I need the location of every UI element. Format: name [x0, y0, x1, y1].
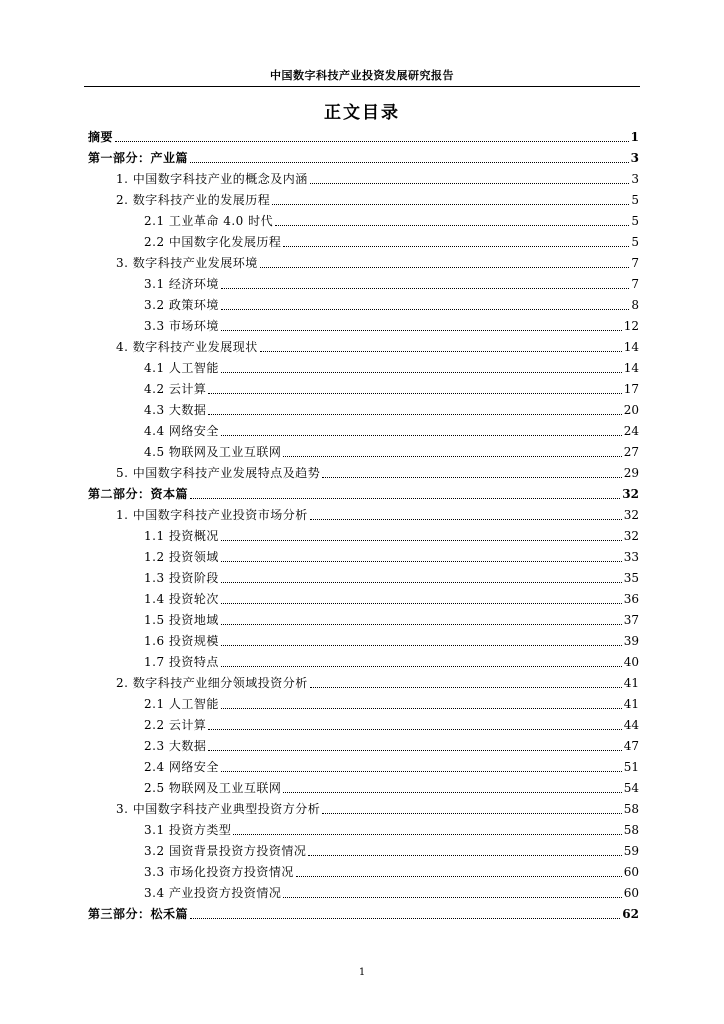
toc-entry-label: 1.7 投资特点 — [144, 655, 219, 669]
toc-dot-leader — [208, 404, 621, 415]
toc-entry[interactable] — [88, 733, 639, 754]
toc-entry-page: 40 — [623, 655, 639, 669]
toc-dot-leader — [275, 215, 629, 226]
toc-entry-label: 4.1 人工智能 — [144, 361, 219, 375]
toc-entry-label: 2.2 云计算 — [144, 718, 207, 732]
toc-entry-page: 32 — [623, 508, 639, 522]
toc-dot-leader — [221, 551, 622, 562]
toc-entry[interactable] — [88, 229, 639, 250]
toc-entry-label: 第三部分：松禾篇 — [88, 907, 189, 921]
toc-entry[interactable] — [88, 838, 639, 859]
toc-entry-page: 41 — [623, 676, 639, 690]
toc-entry[interactable] — [88, 523, 639, 544]
toc-entry[interactable] — [88, 187, 639, 208]
toc-entry[interactable] — [88, 691, 639, 712]
toc-entry-page: 14 — [623, 340, 639, 354]
toc-dot-leader — [221, 299, 629, 310]
toc-entry-page: 20 — [623, 403, 639, 417]
toc-entry[interactable] — [88, 544, 639, 565]
toc-entry-page: 8 — [631, 298, 639, 312]
toc-entry-label: 3.1 投资方类型 — [144, 823, 232, 837]
toc-entry[interactable] — [88, 439, 639, 460]
toc-entry-label: 5. 中国数字科技产业发展特点及趋势 — [116, 466, 321, 480]
toc-dot-leader — [221, 362, 622, 373]
toc-dot-leader — [310, 173, 629, 184]
toc-entry-label: 2.1 工业革命 4.0 时代 — [144, 214, 274, 228]
toc-entry-page: 58 — [623, 823, 639, 837]
toc-dot-leader — [322, 803, 621, 814]
toc-dot-leader — [283, 236, 629, 247]
toc-entry-label: 3.3 市场环境 — [144, 319, 219, 333]
toc-entry-label: 2.2 中国数字化发展历程 — [144, 235, 282, 249]
toc-entry-page: 17 — [623, 382, 639, 396]
toc-entry[interactable] — [88, 418, 639, 439]
toc-entry-page: 24 — [623, 424, 639, 438]
toc-entry-label: 1. 中国数字科技产业的概念及内涵 — [116, 172, 308, 186]
toc-entry-page: 44 — [623, 718, 639, 732]
toc-entry-label: 3.4 产业投资方投资情况 — [144, 886, 282, 900]
toc-entry-label: 2.3 大数据 — [144, 739, 207, 753]
toc-entry[interactable] — [88, 628, 639, 649]
toc-entry-label: 1.4 投资轮次 — [144, 592, 219, 606]
toc-dot-leader — [233, 824, 621, 835]
toc-entry-page: 37 — [623, 613, 639, 627]
toc-entry-label: 摘要 — [88, 130, 114, 144]
toc-dot-leader — [115, 131, 629, 142]
toc-dot-leader — [221, 593, 622, 604]
toc-entry-page: 59 — [623, 844, 639, 858]
toc-entry-page: 54 — [623, 781, 639, 795]
toc-entry[interactable] — [88, 565, 639, 586]
toc-entry[interactable] — [88, 250, 639, 271]
toc-dot-leader — [190, 152, 629, 163]
toc-dot-leader — [260, 341, 622, 352]
toc-entry-page: 47 — [623, 739, 639, 753]
toc-entry-page: 58 — [623, 802, 639, 816]
toc-entry-page: 27 — [623, 445, 639, 459]
toc-entry-page: 1 — [630, 130, 639, 144]
toc-entry-page: 36 — [623, 592, 639, 606]
toc-entry-page: 29 — [623, 466, 639, 480]
toc-entry-page: 7 — [631, 277, 639, 291]
toc-entry-label: 2.1 人工智能 — [144, 697, 219, 711]
toc-entry-page: 35 — [623, 571, 639, 585]
toc-entry-page: 33 — [623, 550, 639, 564]
toc-dot-leader — [221, 635, 622, 646]
toc-entry[interactable] — [88, 208, 639, 229]
toc-entry-label: 3.1 经济环境 — [144, 277, 219, 291]
toc-entry[interactable] — [88, 775, 639, 796]
toc-entry[interactable] — [88, 460, 639, 481]
toc-entry-page: 32 — [622, 487, 639, 501]
toc-dot-leader — [283, 887, 621, 898]
toc-entry-label: 1.5 投资地域 — [144, 613, 219, 627]
toc-entry[interactable] — [88, 670, 639, 691]
toc-entry[interactable] — [88, 124, 639, 145]
toc-dot-leader — [310, 509, 622, 520]
toc-entry-label: 第二部分：资本篇 — [88, 487, 189, 501]
toc-entry-page: 3 — [630, 151, 639, 165]
toc-entry-page: 60 — [623, 886, 639, 900]
toc-entry-label: 4.3 大数据 — [144, 403, 207, 417]
toc-entry-label: 第一部分：产业篇 — [88, 151, 189, 165]
toc-entry-label: 1. 中国数字科技产业投资市场分析 — [116, 508, 308, 522]
toc-dot-leader — [260, 257, 629, 268]
toc-entry-label: 4.2 云计算 — [144, 382, 207, 396]
toc-entry[interactable] — [88, 502, 639, 523]
toc-entry-label: 1.2 投资领域 — [144, 550, 219, 564]
toc-entry-page: 5 — [631, 235, 639, 249]
toc-entry[interactable] — [88, 145, 639, 166]
toc-dot-leader — [221, 614, 622, 625]
toc-entry-label: 4. 数字科技产业发展现状 — [116, 340, 258, 354]
toc-dot-leader — [221, 761, 622, 772]
toc-entry[interactable] — [88, 355, 639, 376]
toc-entry[interactable] — [88, 796, 639, 817]
toc-dot-leader — [221, 278, 629, 289]
toc-entry-page: 39 — [623, 634, 639, 648]
toc-entry-page: 3 — [631, 172, 639, 186]
toc-dot-leader — [322, 467, 621, 478]
toc-entry-page: 5 — [631, 214, 639, 228]
toc-entry-page: 60 — [623, 865, 639, 879]
toc-dot-leader — [308, 845, 621, 856]
toc-entry-page: 41 — [623, 697, 639, 711]
toc-dot-leader — [221, 320, 622, 331]
toc-entry-label: 3.2 国资背景投资方投资情况 — [144, 844, 307, 858]
toc-entry-page: 12 — [623, 319, 639, 333]
toc-entry[interactable] — [88, 607, 639, 628]
toc-dot-leader — [208, 740, 621, 751]
toc-entry[interactable] — [88, 271, 639, 292]
toc-entry-page: 14 — [623, 361, 639, 375]
toc-entry-page: 32 — [623, 529, 639, 543]
toc-dot-leader — [190, 488, 620, 499]
toc-dot-leader — [296, 866, 622, 877]
toc-entry[interactable] — [88, 166, 639, 187]
toc-entry-page: 51 — [623, 760, 639, 774]
toc-entry[interactable] — [88, 817, 639, 838]
toc-dot-leader — [190, 908, 620, 919]
toc-dot-leader — [221, 572, 622, 583]
toc-dot-leader — [283, 782, 621, 793]
toc-entry-page: 7 — [631, 256, 639, 270]
toc-entry[interactable] — [88, 712, 639, 733]
toc-entry-label: 1.1 投资概况 — [144, 529, 219, 543]
toc-entry-page: 5 — [631, 193, 639, 207]
toc-entry-label: 3.3 市场化投资方投资情况 — [144, 865, 294, 879]
page-number: 1 — [358, 967, 366, 978]
toc-dot-leader — [208, 719, 621, 730]
toc-dot-leader — [221, 698, 622, 709]
toc-entry[interactable] — [88, 292, 639, 313]
toc-entry-label: 2. 数字科技产业细分领域投资分析 — [116, 676, 308, 690]
toc-dot-leader — [310, 677, 622, 688]
toc-entry-label: 2. 数字科技产业的发展历程 — [116, 193, 271, 207]
header-rule — [84, 86, 640, 87]
toc-entry-label: 1.3 投资阶段 — [144, 571, 219, 585]
toc-entry-label: 1.6 投资规模 — [144, 634, 219, 648]
toc-title: 正文目录 — [324, 103, 400, 123]
toc-entry[interactable] — [88, 880, 639, 901]
toc-entry-page: 62 — [622, 907, 639, 921]
toc-dot-leader — [221, 425, 622, 436]
toc-entry[interactable] — [88, 586, 639, 607]
toc-entry-label: 3. 数字科技产业发展环境 — [116, 256, 258, 270]
toc-entry-label: 2.5 物联网及工业互联网 — [144, 781, 282, 795]
toc-entry[interactable] — [88, 376, 639, 397]
toc-entry-label: 4.4 网络安全 — [144, 424, 219, 438]
toc-entry[interactable] — [88, 397, 639, 418]
toc-dot-leader — [283, 446, 621, 457]
toc-dot-leader — [221, 656, 622, 667]
toc-entry-label: 3.2 政策环境 — [144, 298, 219, 312]
toc-entry[interactable] — [88, 901, 639, 922]
toc-entry[interactable] — [88, 649, 639, 670]
toc-entry[interactable] — [88, 313, 639, 334]
running-header: 中国数字科技产业投资发展研究报告 — [270, 69, 454, 82]
toc-entry[interactable] — [88, 754, 639, 775]
toc-entry-label: 4.5 物联网及工业互联网 — [144, 445, 282, 459]
toc-entry[interactable] — [88, 334, 639, 355]
toc-entry-label: 3. 中国数字科技产业典型投资方分析 — [116, 802, 321, 816]
toc-entry-label: 2.4 网络安全 — [144, 760, 219, 774]
toc-entry[interactable] — [88, 859, 639, 880]
toc-dot-leader — [272, 194, 629, 205]
toc-dot-leader — [221, 530, 622, 541]
toc-dot-leader — [208, 383, 621, 394]
toc-entry[interactable] — [88, 481, 639, 502]
table-of-contents — [88, 124, 639, 922]
